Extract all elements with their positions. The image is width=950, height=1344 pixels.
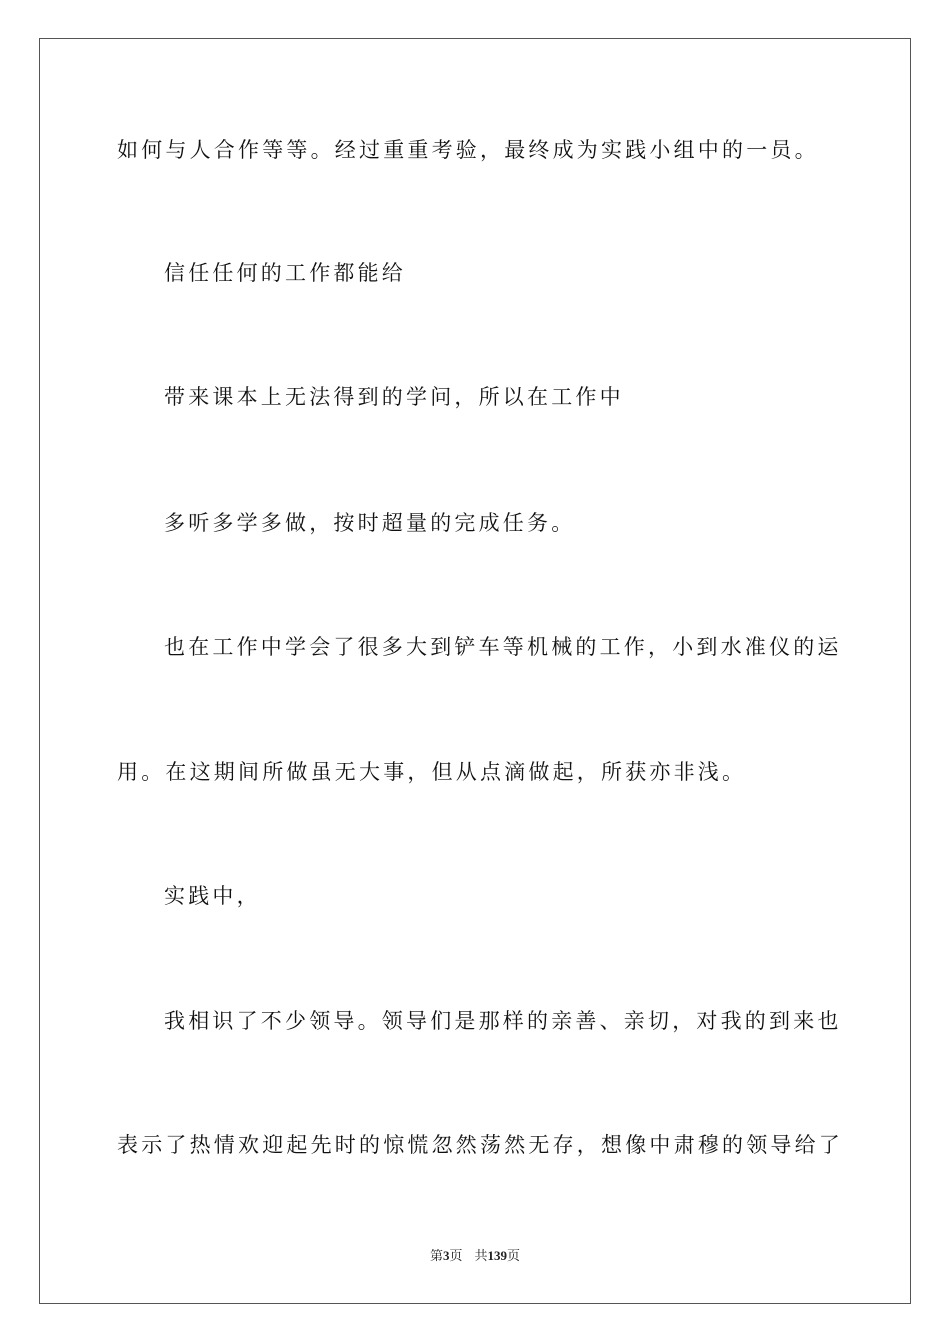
total-prefix: 共: [474, 1249, 488, 1264]
paragraph-line-4: 多听多学多做，按时超量的完成任务。: [164, 511, 576, 535]
page-prefix: 第: [429, 1249, 443, 1264]
paragraph-line-3: 带来课本上无法得到的学问，所以在工作中: [164, 385, 624, 409]
total-suffix: 页: [507, 1249, 521, 1264]
paragraph-line-8: 我相识了不少领导。领导们是那样的亲善、亲切，对我的到来也: [164, 1009, 842, 1033]
paragraph-line-9: 表示了热情欢迎起先时的惊慌忽然荡然无存，想像中肃穆的领导给了: [117, 1133, 843, 1157]
total-pages: 139: [487, 1248, 508, 1263]
page-footer: [0, 1248, 950, 1265]
paragraph-line-7: 实践中，: [164, 884, 261, 908]
paragraph-line-1: 如何与人合作等等。经过重重考验，最终成为实践小组中的一员。: [117, 138, 819, 162]
page-number: 3: [442, 1248, 450, 1263]
page-frame: [39, 38, 911, 1304]
paragraph-line-5: 也在工作中学会了很多大到铲车等机械的工作，小到水准仪的运: [164, 635, 842, 659]
paragraph-line-6: 用。在这期间所做虽无大事，但从点滴做起，所获亦非浅。: [117, 760, 747, 784]
page-suffix: 页: [449, 1249, 463, 1264]
paragraph-line-2: 信任任何的工作都能给: [164, 261, 406, 285]
